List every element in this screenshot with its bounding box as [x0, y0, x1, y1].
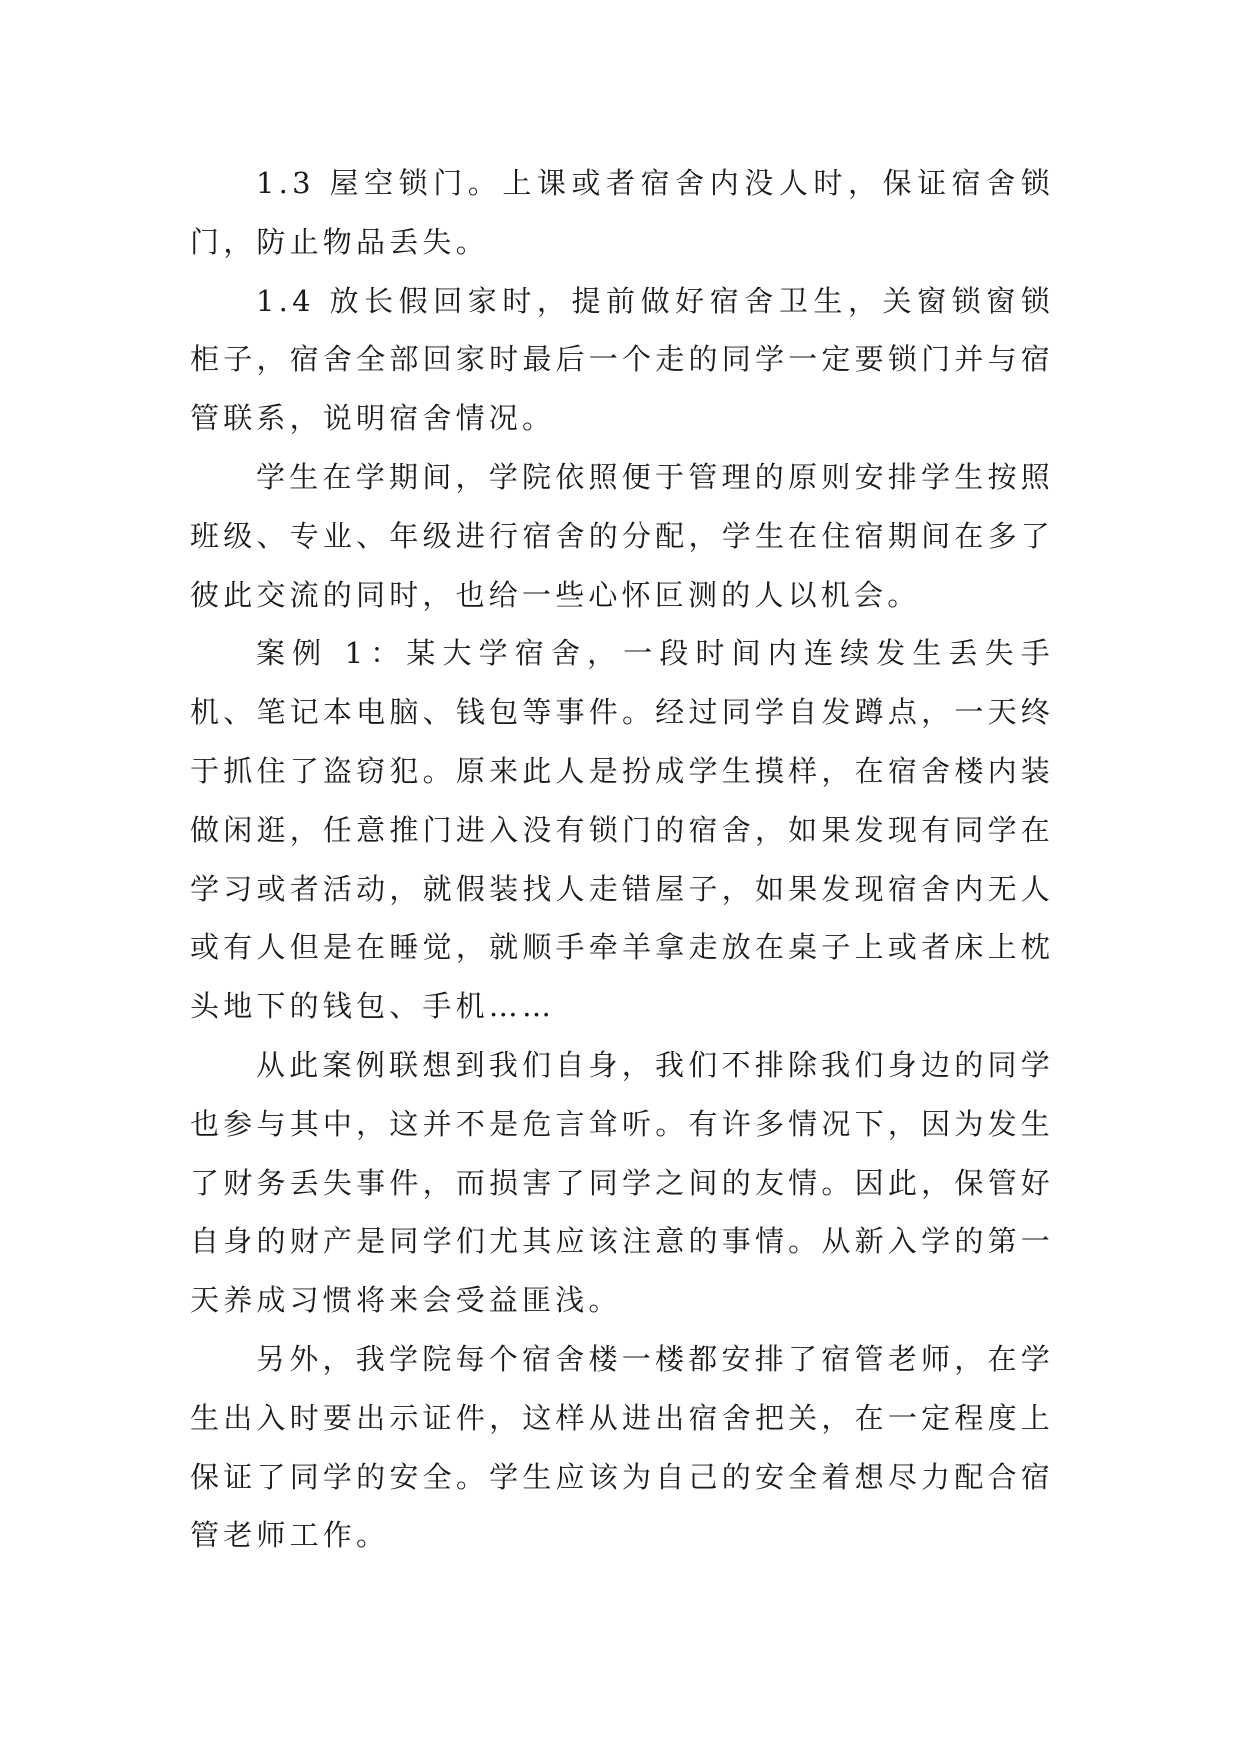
paragraph-case-1: 案例 1：某大学宿舍，一段时间内连续发生丢失手机、笔记本电脑、钱包等事件。经过同学自发蹲点，一天终于抓住了盗窃犯。原来此人是扮成学生摸样，在宿舍楼内装做闲逛，任意推门进入没有锁门的宿舍，如果发现有同学在学习或者活动，就假装找人走错屋子，如果发现宿舍内无人或有人但是在睡觉，就顺手牵羊拿走放在桌子上或者床上枕头地下的钱包、手机…… — [190, 636, 1054, 1024]
paragraph-dorm-allocation: 学生在学期间，学院依照便于管理的原则安排学生按照班级、专业、年级进行宿舍的分配，学生在住宿期间在多了彼此交流的同时，也给一些心怀叵测的人以机会。 — [190, 459, 1054, 612]
paragraph-dorm-supervisor: 另外，我学院每个宿舍楼一楼都安排了宿管老师，在学生出入时要出示证件，这样从进出宿舍把关，在一定程度上保证了同学的安全。学生应该为自己的安全着想尽力配合宿管老师工作。 — [190, 1341, 1054, 1553]
document-body — [190, 154, 1054, 1565]
paragraph-long-vacation: 1.4 放长假回家时，提前做好宿舍卫生，关窗锁窗锁柜子，宿舍全部回家时最后一个走的同学一定要锁门并与宿管联系，说明宿舍情况。 — [190, 283, 1054, 436]
paragraph-reflection: 从此案例联想到我们自身，我们不排除我们身边的同学也参与其中，这并不是危言耸听。有许多情况下，因为发生了财务丢失事件，而损害了同学之间的友情。因此，保管好自身的财产是同学们尤其应该注意的事情。从新入学的第一天养成习惯将来会受益匪浅。 — [190, 1047, 1054, 1318]
paragraph-lock-door: 1.3 屋空锁门。上课或者宿舍内没人时，保证宿舍锁门，防止物品丢失。 — [190, 166, 1054, 259]
